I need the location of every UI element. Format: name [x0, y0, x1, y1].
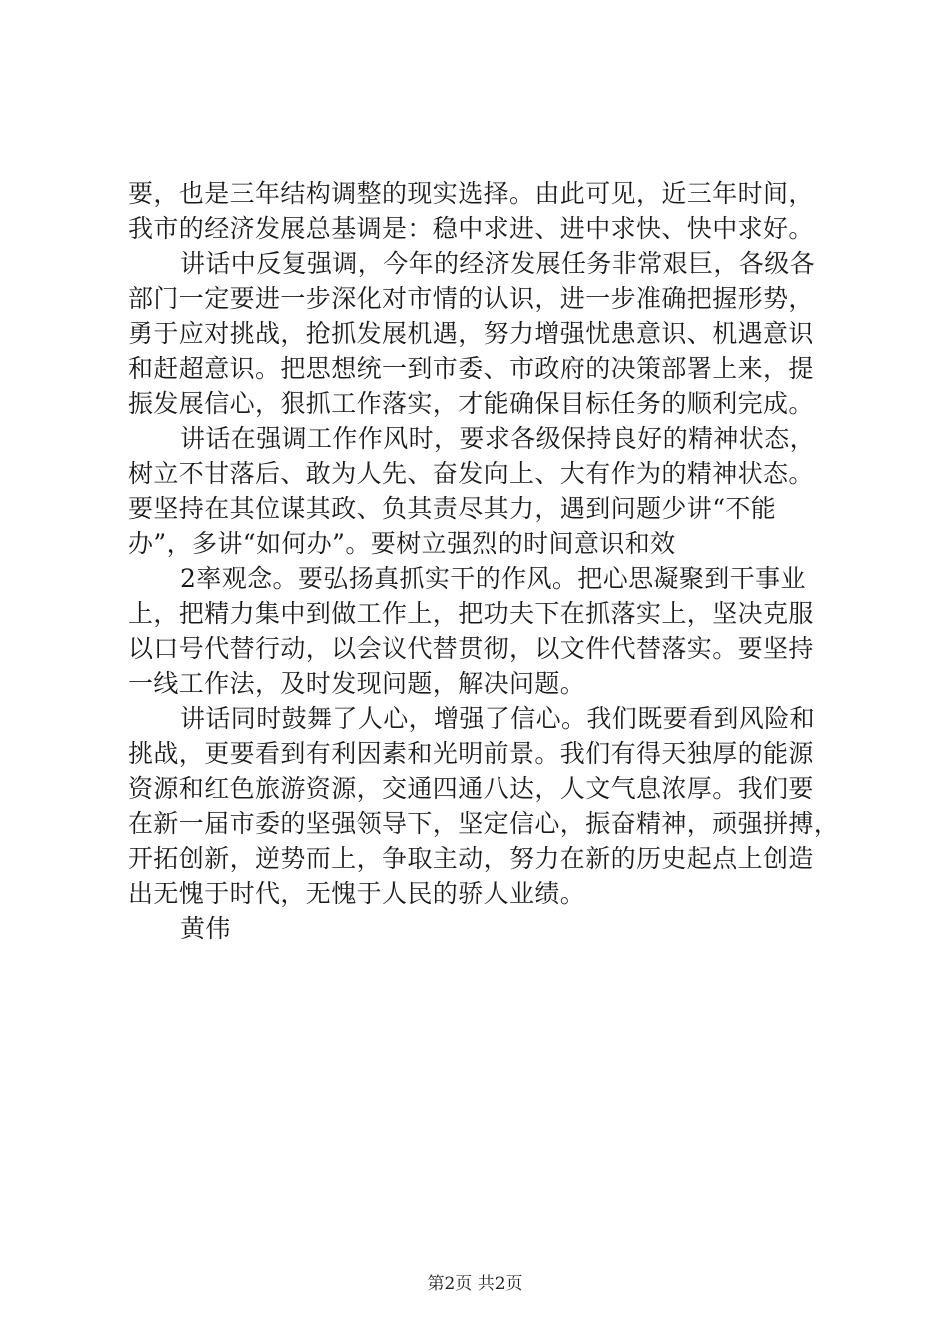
paragraph-start-line: 讲话同时鼓舞了人心，增强了信心。我们既要看到风险和 [180, 704, 816, 733]
text-line: 在新一届市委的坚强领导下，坚定信心，振奋精神，顽强拼搏， [128, 809, 840, 838]
paragraph-start-line: 讲话在强调工作作风时，要求各级保持良好的精神状态， [180, 424, 816, 453]
text-line: 振发展信心，狠抓工作落实，才能确保目标任务的顺利完成。 [128, 389, 814, 418]
author-name: 黄伟 [180, 914, 231, 943]
text-line: 要，也是三年结构调整的现实选择。由此可见，近三年时间， [128, 179, 814, 208]
text-line: 办”，多讲“如何办”。要树立强烈的时间意识和效 [128, 529, 676, 558]
paragraph-start-line: 2率观念。要弘扬真抓实干的作风。把心思凝聚到干事业 [180, 564, 806, 593]
text-line: 挑战，更要看到有利因素和光明前景。我们有得天独厚的能源 [128, 739, 814, 768]
paragraph-start-line: 讲话中反复强调，今年的经济发展任务非常艰巨，各级各 [180, 249, 816, 278]
text-line: 部门一定要进一步深化对市情的认识，进一步准确把握形势， [128, 284, 814, 313]
text-line: 一线工作法，及时发现问题，解决问题。 [128, 669, 586, 698]
text-line: 和赶超意识。把思想统一到市委、市政府的决策部署上来，提 [128, 354, 814, 383]
text-line: 要坚持在其位谋其政、负其责尽其力，遇到问题少讲“不能 [128, 494, 777, 523]
text-line: 上，把精力集中到做工作上，把功夫下在抓落实上，坚决克服 [128, 599, 814, 628]
body-text [128, 176, 840, 946]
text-line: 我市的经济发展总基调是：稳中求进、进中求快、快中求好。 [128, 214, 814, 243]
text-line: 开拓创新，逆势而上，争取主动，努力在新的历史起点上创造 [128, 844, 814, 873]
page-number-indicator: 第2页 共2页 [427, 1274, 523, 1294]
page-footer [0, 1272, 950, 1296]
text-line: 资源和红色旅游资源，交通四通八达，人文气息浓厚。我们要 [128, 774, 814, 803]
text-line: 树立不甘落后、敢为人先、奋发向上、大有作为的精神状态。 [128, 459, 814, 488]
text-line: 出无愧于时代，无愧于人民的骄人业绩。 [128, 879, 586, 908]
text-line: 勇于应对挑战，抢抓发展机遇，努力增强忧患意识、机遇意识 [128, 319, 814, 348]
text-line: 以口号代替行动，以会议代替贯彻，以文件代替落实。要坚持 [128, 634, 814, 663]
